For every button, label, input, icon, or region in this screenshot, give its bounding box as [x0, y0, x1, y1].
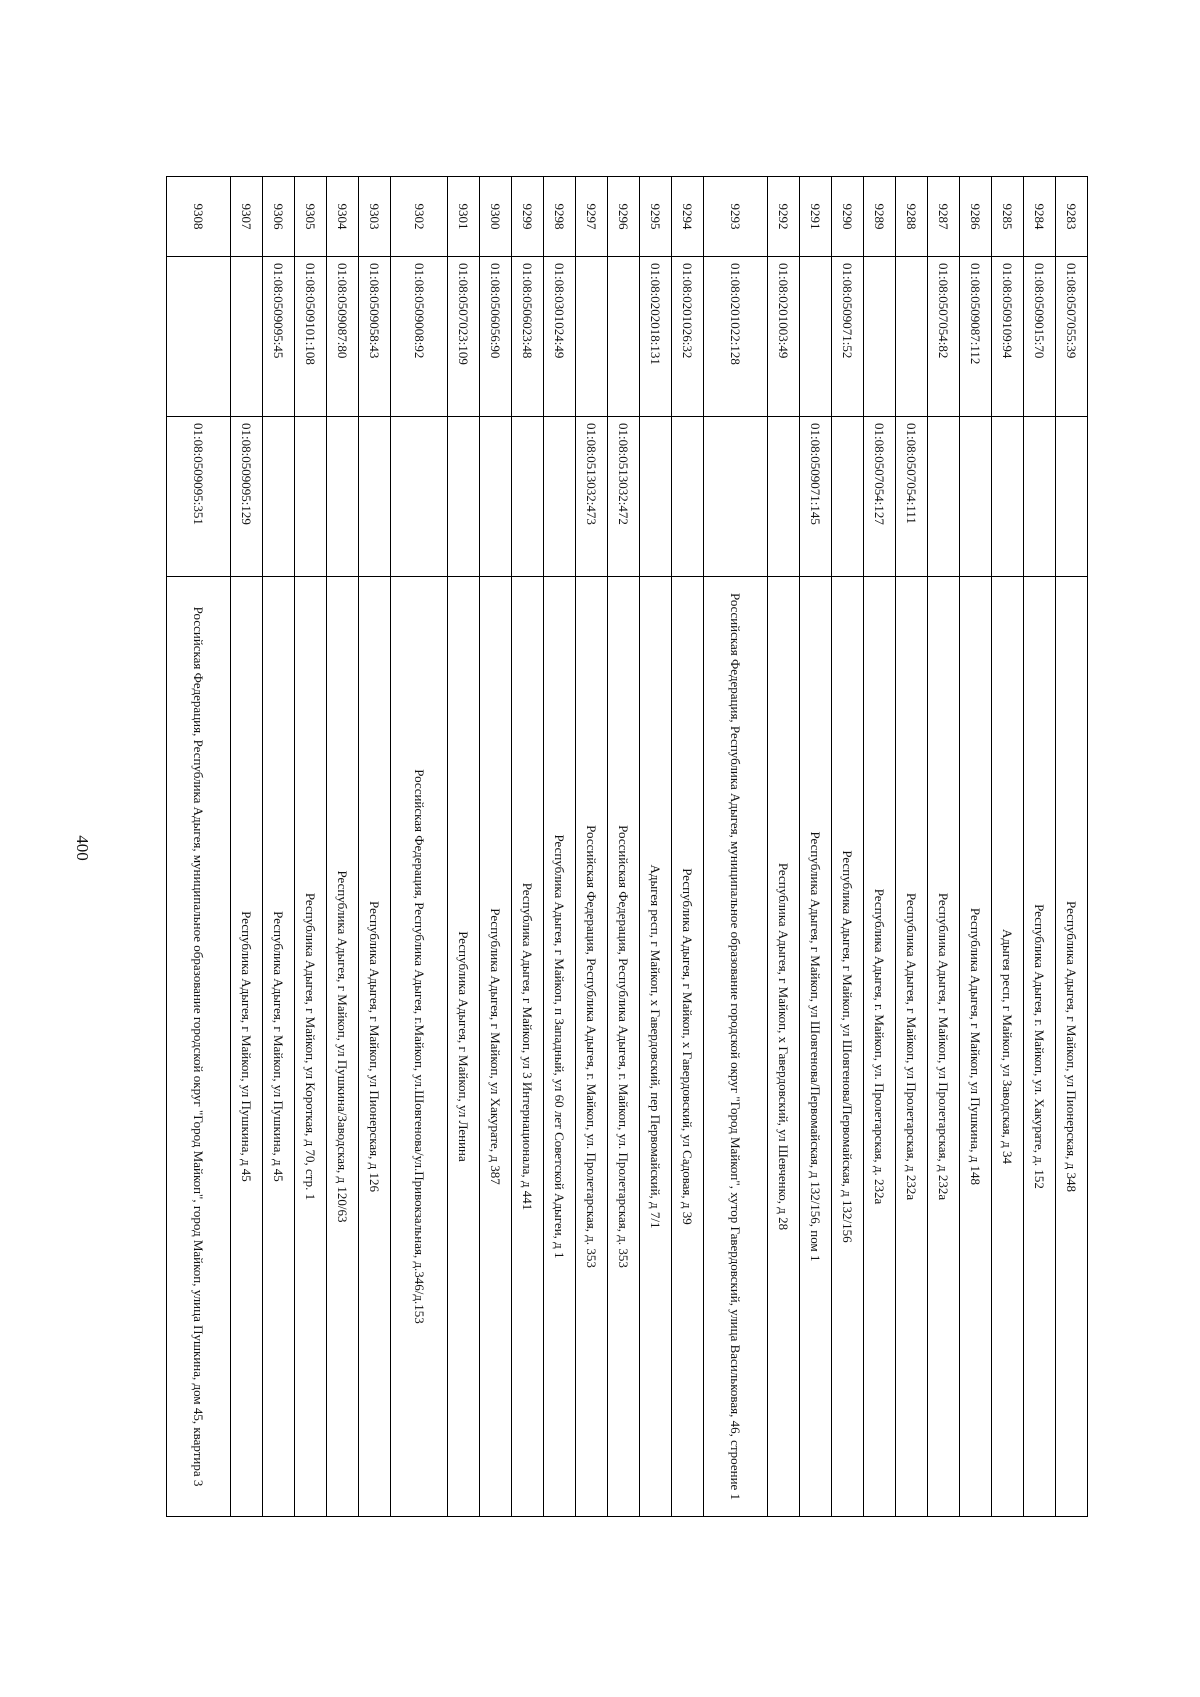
address: Республика Адыгея, г. Майкоп, ул. Пролетарская, д. 232а	[864, 577, 896, 1517]
registry-table-container	[174, 176, 1088, 1516]
related-cadastral-number	[832, 417, 864, 577]
address: Республика Адыгея, г. Майкоп, ул. Хакурате, д. 152	[1024, 577, 1056, 1517]
table-row	[608, 177, 640, 1517]
related-cadastral-number	[640, 417, 672, 577]
related-cadastral-number: 01:08:0509095:129	[231, 417, 263, 577]
table-row	[928, 177, 960, 1517]
table-row	[359, 177, 391, 1517]
address: Республика Адыгея, г Майкоп, ул Пушкина, д 45	[231, 577, 263, 1517]
row-number: 9289	[864, 177, 896, 257]
cadastral-number: 01:08:0507054:82	[928, 257, 960, 417]
row-number: 9305	[295, 177, 327, 257]
address: Российская Федерация, Республика Адыгея, г.Майкоп, ул.Шовгенова/ул.Привокзальная, д.346/д.153	[391, 577, 448, 1517]
cadastral-number: 01:08:0509087:112	[960, 257, 992, 417]
cadastral-number: 01:08:0201022:128	[704, 257, 768, 417]
table-row	[704, 177, 768, 1517]
cadastral-number: 01:08:0509095:45	[263, 257, 295, 417]
related-cadastral-number	[704, 417, 768, 577]
row-number: 9292	[768, 177, 800, 257]
address: Российская Федерация, Республика Адыгея, муниципальное образование городской округ "Город Майкоп", хутор Гавердовский, улица Васильковая, 46, строение 1	[704, 577, 768, 1517]
related-cadastral-number	[295, 417, 327, 577]
related-cadastral-number: 01:08:0509095:351	[167, 417, 231, 577]
row-number: 9285	[992, 177, 1024, 257]
row-number: 9299	[512, 177, 544, 257]
related-cadastral-number: 01:08:0509071:145	[800, 417, 832, 577]
related-cadastral-number: 01:08:0507054:127	[864, 417, 896, 577]
cadastral-number: 01:08:0201003:49	[768, 257, 800, 417]
address: Республика Адыгея, г Майкоп, ул Хакурате, д 387	[480, 577, 512, 1517]
cadastral-number: 01:08:0507023:109	[448, 257, 480, 417]
table-row	[576, 177, 608, 1517]
table-row	[480, 177, 512, 1517]
table-row	[231, 177, 263, 1517]
address: Республика Адыгея, г Майкоп, ул Шовгенова/Первомайская, д 132/156, пом 1	[800, 577, 832, 1517]
row-number: 9303	[359, 177, 391, 257]
related-cadastral-number	[672, 417, 704, 577]
related-cadastral-number	[1024, 417, 1056, 577]
table-row	[672, 177, 704, 1517]
address: Республика Адыгея, г Майкоп, ул 3 Интернационала, д 441	[512, 577, 544, 1517]
address: Республика Адыгея, г Майкоп, ул Шовгенова/Первомайская, д 132/156	[832, 577, 864, 1517]
address: Республика Адыгея, г Майкоп, ул Пролетарская, д 232а	[928, 577, 960, 1517]
cadastral-number: 01:08:0506056:90	[480, 257, 512, 417]
row-number: 9287	[928, 177, 960, 257]
related-cadastral-number	[448, 417, 480, 577]
related-cadastral-number	[992, 417, 1024, 577]
row-number: 9301	[448, 177, 480, 257]
related-cadastral-number: 01:08:0513032:472	[608, 417, 640, 577]
related-cadastral-number	[960, 417, 992, 577]
address: Российская Федерация, Республика Адыгея, г. Майкоп, ул. Пролетарская, д. 353	[576, 577, 608, 1517]
table-row	[1056, 177, 1088, 1517]
cadastral-number: 01:08:0509071:52	[832, 257, 864, 417]
related-cadastral-number	[359, 417, 391, 577]
address: Российская Федерация, Республика Адыгея, муниципальное образование городской округ "Город Майкоп", город Майкоп, улица Пушкина, дом 45, квартира 3	[167, 577, 231, 1517]
address: Республика Адыгея, г Майкоп, п Западный, ул 60 лет Советской Адыгеи, д 1	[544, 577, 576, 1517]
row-number: 9295	[640, 177, 672, 257]
registry-table-body	[167, 177, 1088, 1517]
row-number: 9284	[1024, 177, 1056, 257]
row-number: 9291	[800, 177, 832, 257]
table-row	[263, 177, 295, 1517]
related-cadastral-number	[391, 417, 448, 577]
related-cadastral-number	[512, 417, 544, 577]
cadastral-number	[231, 257, 263, 417]
row-number: 9307	[231, 177, 263, 257]
address: Адыгея респ, г Майкоп, ул Заводская, д 34	[992, 577, 1024, 1517]
related-cadastral-number	[263, 417, 295, 577]
table-row	[167, 177, 231, 1517]
address: Российская Федерация, Республика Адыгея, г. Майкоп, ул. Пролетарская, д. 353	[608, 577, 640, 1517]
cadastral-number: 01:08:0507055:39	[1056, 257, 1088, 417]
row-number: 9294	[672, 177, 704, 257]
related-cadastral-number: 01:08:0513032:473	[576, 417, 608, 577]
table-row	[640, 177, 672, 1517]
cadastral-number: 01:08:0509101:108	[295, 257, 327, 417]
address: Республика Адыгея, г Майкоп, ул Пионерская, д 348	[1056, 577, 1088, 1517]
row-number: 9300	[480, 177, 512, 257]
row-number: 9297	[576, 177, 608, 257]
related-cadastral-number: 01:08:0507054:111	[896, 417, 928, 577]
address: Республика Адыгея, г Майкоп, ул Пушкина, д 45	[263, 577, 295, 1517]
cadastral-number	[608, 257, 640, 417]
table-row	[896, 177, 928, 1517]
row-number: 9296	[608, 177, 640, 257]
table-row	[768, 177, 800, 1517]
cadastral-number: 01:08:0509109:94	[992, 257, 1024, 417]
cadastral-number: 01:08:0201026:32	[672, 257, 704, 417]
cadastral-number	[576, 257, 608, 417]
cadastral-number: 01:08:0509087:80	[327, 257, 359, 417]
related-cadastral-number	[327, 417, 359, 577]
table-row	[391, 177, 448, 1517]
table-row	[295, 177, 327, 1517]
address: Адыгея респ, г Майкоп, х Гавердовский, пер Первомайский, д 7/1	[640, 577, 672, 1517]
related-cadastral-number	[768, 417, 800, 577]
address: Республика Адыгея, г Майкоп, ул Пушкина, д 148	[960, 577, 992, 1517]
cadastral-number: 01:08:0509058:43	[359, 257, 391, 417]
cadastral-number: 01:08:0202018:131	[640, 257, 672, 417]
address: Республика Адыгея, г Майкоп, х Гавердовский, ул Шевченко, д 28	[768, 577, 800, 1517]
table-row	[1024, 177, 1056, 1517]
address: Республика Адыгея, г Майкоп, х Гавердовский, ул Садовая, д 39	[672, 577, 704, 1517]
table-row	[544, 177, 576, 1517]
cadastral-number: 01:08:0301024:49	[544, 257, 576, 417]
registry-table	[166, 176, 1088, 1517]
table-row	[832, 177, 864, 1517]
cadastral-number	[864, 257, 896, 417]
cadastral-number	[896, 257, 928, 417]
table-row	[992, 177, 1024, 1517]
cadastral-number: 01:08:0509015:70	[1024, 257, 1056, 417]
row-number: 9293	[704, 177, 768, 257]
address: Республика Адыгея, г Майкоп, ул Пионерская, д 126	[359, 577, 391, 1517]
table-row	[512, 177, 544, 1517]
row-number: 9286	[960, 177, 992, 257]
row-number: 9306	[263, 177, 295, 257]
page-number: 400	[73, 835, 92, 861]
table-row	[960, 177, 992, 1517]
cadastral-number	[800, 257, 832, 417]
table-row	[448, 177, 480, 1517]
related-cadastral-number	[1056, 417, 1088, 577]
row-number: 9290	[832, 177, 864, 257]
row-number: 9283	[1056, 177, 1088, 257]
related-cadastral-number	[544, 417, 576, 577]
row-number: 9308	[167, 177, 231, 257]
row-number: 9298	[544, 177, 576, 257]
cadastral-number	[167, 257, 231, 417]
cadastral-number: 01:08:0509008:92	[391, 257, 448, 417]
address: Республика Адыгея, г Майкоп, ул Пушкина/Заводская, д 120/63	[327, 577, 359, 1517]
table-row	[327, 177, 359, 1517]
address: Республика Адыгея, г Майкоп, ул Ленина	[448, 577, 480, 1517]
address: Республика Адыгея, г Майкоп, ул Короткая, д 70, стр. 1	[295, 577, 327, 1517]
address: Республика Адыгея, г Майкоп, ул Пролетарская, д 232а	[896, 577, 928, 1517]
row-number: 9302	[391, 177, 448, 257]
table-row	[800, 177, 832, 1517]
related-cadastral-number	[480, 417, 512, 577]
row-number: 9288	[896, 177, 928, 257]
related-cadastral-number	[928, 417, 960, 577]
cadastral-number: 01:08:0506023:48	[512, 257, 544, 417]
row-number: 9304	[327, 177, 359, 257]
table-row	[864, 177, 896, 1517]
